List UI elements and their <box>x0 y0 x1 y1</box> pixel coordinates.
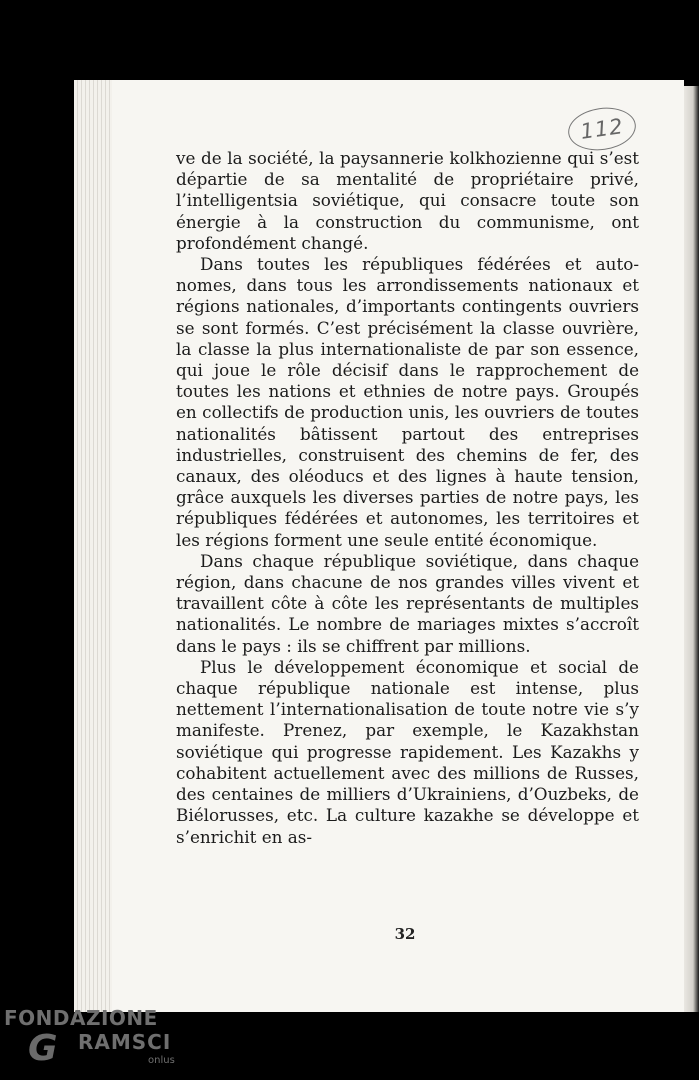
paragraph-2: Dans toutes les républiques fédérées et autonomes, dans tous les arrondissements nationaux et régions nationales, d’importants contingents ouvriers se sont formés. C’est précisément la classe ouvrière, la classe la plus internationaliste de par son essence, qui joue le rôle décisif dans le rapprochement de toutes les nations et ethnies de notre pays. Groupés en collectifs de production unis, les ouvriers de toutes nationalités bâtissent partout des entreprises industrielles, construisent des chemins de fer, des canaux, des oléoducs et des lignes à haute tension, grâce auxquels les diverses parties de notre pays, les républiques fédérées et autonomes, les territoires et les régions forment une seule entité économique. <box>176 254 639 550</box>
watermark-line1: FONDAZIONE <box>4 1006 158 1030</box>
paragraph-1: ve de la société, la paysannerie kolkhozienne qui s’est départie de sa mentalité de propriétaire privé, l’intelligentsia soviétique, qui consacre toute son énergie à la construction du communisme, ont profondément changé. <box>176 148 639 253</box>
watermark-line3: RAMSCI <box>78 1030 172 1054</box>
page-stack-edges <box>74 80 114 1012</box>
paragraph-3: Dans chaque république soviétique, dans chaque région, dans chacune de nos grandes villes vivent et travaillent côte à côte les représentants de multiples nationalités. Le nombre de mariages mixtes s’accroît dans le pays : ils se chiffrent par millions. <box>176 550 639 656</box>
body-text <box>176 148 639 848</box>
paragraph-4: Plus le développement économique et social de chaque république nationale est intense, plus nettement l’internationalisation de toute notre vie s’y manifeste. Prenez, par exemple, le Kazakhstan soviétique qui progresse rapidement. Les Kazakhs y cohabitent actuellement avec des millions de Russes, des centaines de milliers d’Ukrainiens, d’Ouzbeks, de Biélorusses, etc. La culture kazakhe se développe et s’enrichit en as- <box>176 656 639 847</box>
watermark-line4: onlus <box>148 1055 175 1066</box>
page-right-edge <box>684 86 699 1012</box>
page-number: 32 <box>394 925 416 943</box>
watermark-g-letter: G <box>28 1028 58 1069</box>
watermark-logo <box>4 1000 184 1080</box>
folio-annotation: 112 <box>565 103 638 154</box>
